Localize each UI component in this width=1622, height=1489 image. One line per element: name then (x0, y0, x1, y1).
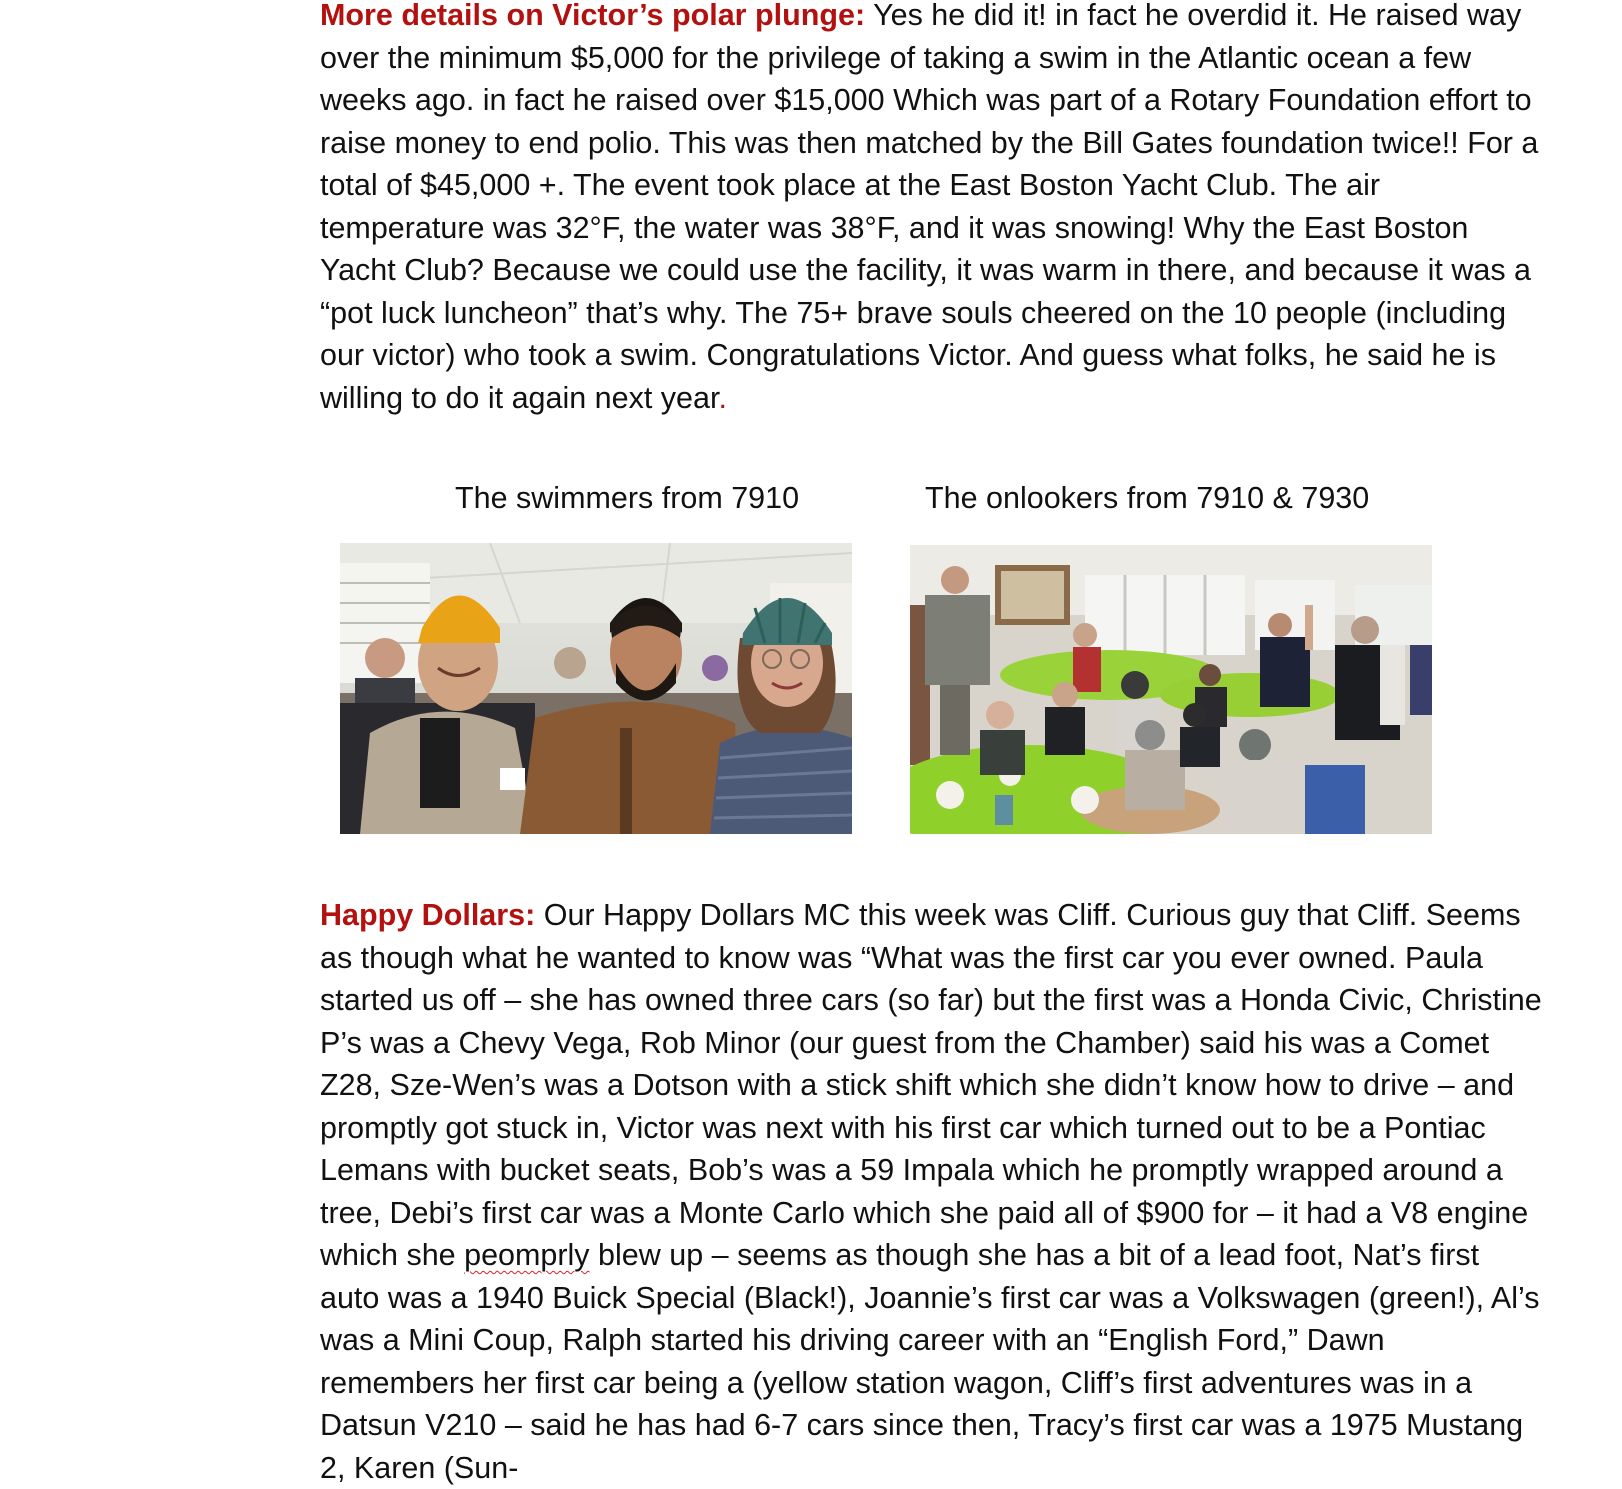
happy-dollars-heading: Happy Dollars: (320, 898, 536, 932)
polar-plunge-heading: More details on Victor’s polar plunge: (320, 0, 866, 32)
onlookers-photo (910, 545, 1432, 834)
polar-plunge-body: Yes he did it! in fact he overdid it. He raised way over the minimum $5,000 for the privilege of taking a swim in the Atlantic ocean a few weeks ago. in fact he raised over $15,000 Which was part of a Rotary Foundation effort to raise money to end polio. This was then matched by the Bill Gates foundation twice!! For a total of $45,000 +. The event took place at the East Boston Yacht Club. The air temperature was 32°F, the water was 38°F, and it was snowing! Why the East Boston Yacht Club? Because we could use the facility, it was warm in there, and because it was a “pot luck luncheon” that’s why. The 75+ brave souls cheered on the 10 people (including our victor) who took a swim. Congratulations Victor. And guess what folks, he said he is willing to do it again next year (320, 0, 1539, 415)
onlookers-caption: The onlookers from 7910 & 7930 (925, 481, 1370, 515)
happy-dollars-body: Our Happy Dollars MC this week was Cliff. Curious guy that Cliff. Seems as though what he wanted to know was “What was the first car you ever owned. Paula started us off – she has owned three cars (so far) but the first was a Honda Civic, Christine P’s was a Chevy Vega, Rob Minor (our guest from the Chamber) said his was a Comet Z28, Sze-Wen’s was a Dotson with a stick shift which she didn’t know how to drive – and promptly got stuck in, Victor was next with his first car which turned out to be a Pontiac Lemans with bucket seats, Bob’s was a 59 Impala which he promptly wrapped around a tree, Debi’s first car was a Monte Carlo which she paid all of $900 for – it had a V8 engine which she (320, 898, 1542, 1272)
swimmers-caption: The swimmers from 7910 (455, 481, 800, 515)
happy-dollars-body-continued: blew up – seems as though she has a bit of a lead foot, Nat’s first auto was a 1940 Buick Special (Black!), Joannie’s first car was a Volkswagen (green!), Al’s was a Mini Coup, Ralph started his driving career with an “English Ford,” Dawn remembers her first car being a (yellow station wagon, Cliff’s first adventures was in a Datsun V210 – said he has had 6-7 cars since then, Tracy’s first car was a 1975 Mustang 2, Karen (Sun- (320, 1238, 1540, 1485)
misspelled-word: peomprly (464, 1238, 590, 1272)
polar-plunge-paragraph (320, 0, 1545, 419)
polar-plunge-end-mark: . (718, 380, 727, 415)
swimmers-photo (340, 543, 852, 834)
happy-dollars-paragraph (320, 894, 1545, 1489)
